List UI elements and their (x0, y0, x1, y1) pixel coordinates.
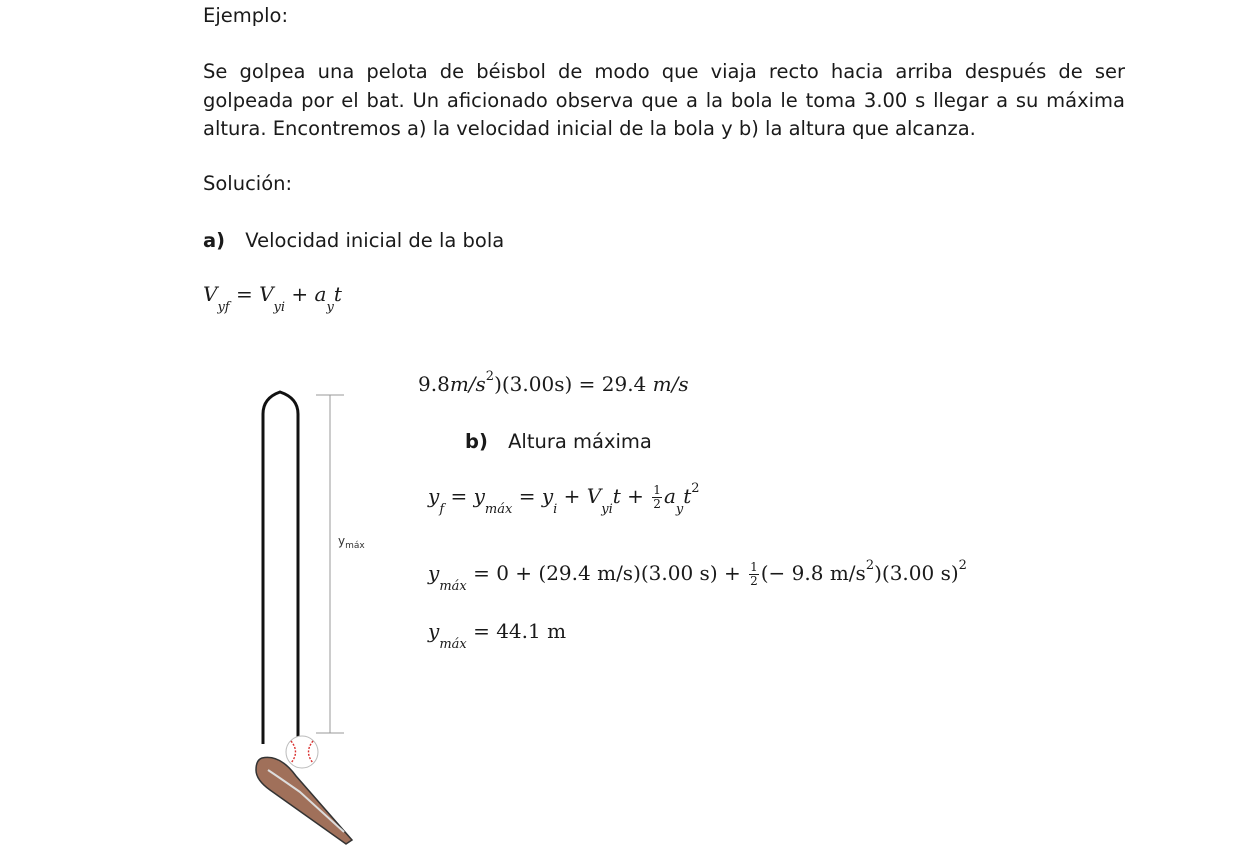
part-a-heading (203, 229, 504, 253)
example-heading: Ejemplo: (203, 4, 289, 27)
part-b-heading (465, 430, 652, 454)
height-substituted-equation: $y_{máx} = 0 + (29.4$ m/s)(3.00 s) + $\frac{1}{2}$ (− 9.8 $m/s^2)(3.00$ s)$^2$ (428, 558, 967, 594)
trajectory-path (263, 392, 298, 744)
part-b-title: Altura máxima (508, 430, 652, 453)
part-a-title: Velocidad inicial de la bola (245, 229, 505, 252)
baseball-bat-icon (256, 757, 352, 844)
height-general-equation: $y_f = y_{máx} = y_i + V_{yi}t$ + $\frac{1}{2}$ $a_yt^2$ (428, 481, 700, 517)
solution-heading: Solución: (203, 172, 293, 195)
part-a-marker: a) (203, 229, 226, 252)
baseball-icon (286, 736, 318, 768)
part-b-marker: b) (465, 430, 488, 453)
velocity-equation: $V_{yf} = V_{yi} + a_yt$ (203, 282, 342, 315)
height-result-equation: $y_{máx} = 44.1$ m (428, 619, 567, 652)
velocity-result: $9.8m/s^2)(3.00s) = 29.4$ m/s (418, 369, 689, 396)
problem-statement: Se golpea una pelota de béisbol de modo que viaja recto hacia arriba después de ser golpeada por el bat. Un aficionado observa que a la bola le toma 3.00 s llegar a su máxima altura. Encontremos a) la velocidad inicial de la bola y b) la altura que alcanza. (203, 60, 1125, 140)
ymax-label: $y_{máx}$ (338, 534, 365, 551)
baseball-trajectory-figure (240, 388, 440, 848)
